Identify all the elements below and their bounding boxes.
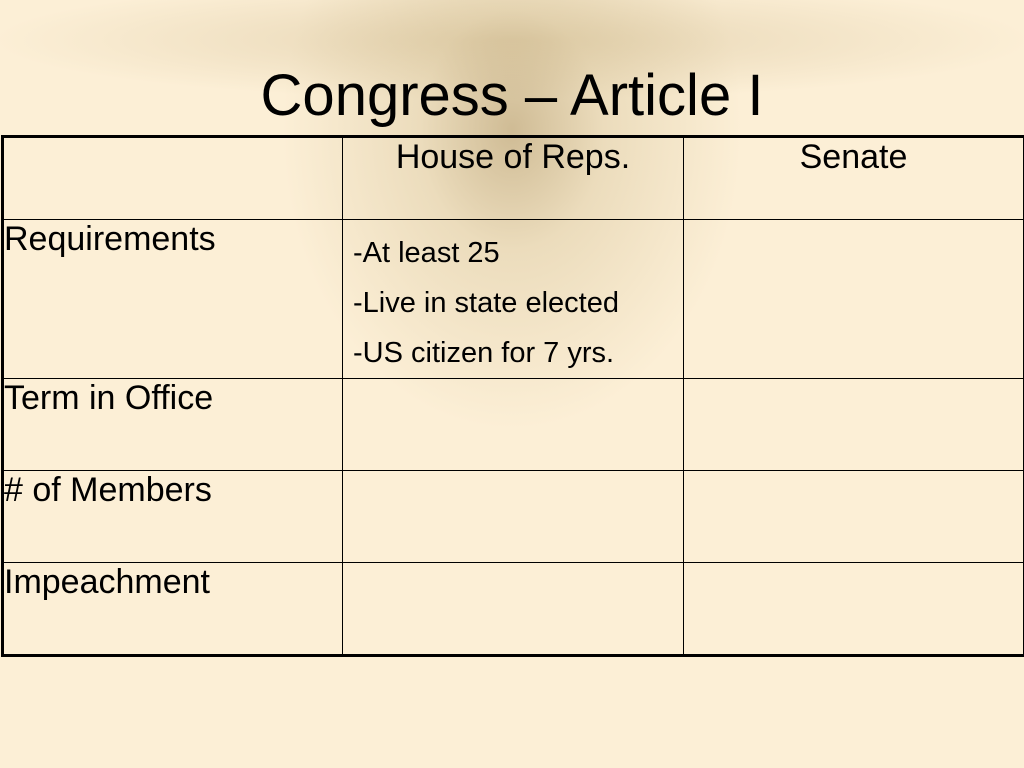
cell-senate-requirements [684, 220, 1024, 379]
requirement-line: -Live in state elected [353, 287, 619, 319]
slide-title: Congress – Article I [260, 63, 764, 128]
table-row [3, 220, 1024, 379]
cell-house-requirements [343, 220, 684, 379]
cell-senate-impeachment [684, 563, 1024, 656]
cell-house-impeachment [343, 563, 684, 656]
requirement-line: -US citizen for 7 yrs. [353, 337, 615, 369]
cell-senate-term [684, 379, 1024, 471]
table-row [3, 379, 1024, 471]
row-label-impeachment: Impeachment [3, 563, 343, 656]
row-label-members: # of Members [3, 471, 343, 563]
row-label-requirements: Requirements [3, 220, 343, 379]
cell-house-term [343, 379, 684, 471]
table-row [3, 471, 1024, 563]
requirement-line: -At least 25 [353, 237, 500, 269]
comparison-table [1, 135, 1024, 657]
header-cell-house: House of Reps. [343, 137, 684, 220]
table-row [3, 563, 1024, 656]
row-label-term: Term in Office [3, 379, 343, 471]
table-header-row [3, 137, 1024, 220]
cell-house-members [343, 471, 684, 563]
cell-senate-members [684, 471, 1024, 563]
header-cell-blank [3, 137, 343, 220]
header-cell-senate: Senate [684, 137, 1024, 220]
